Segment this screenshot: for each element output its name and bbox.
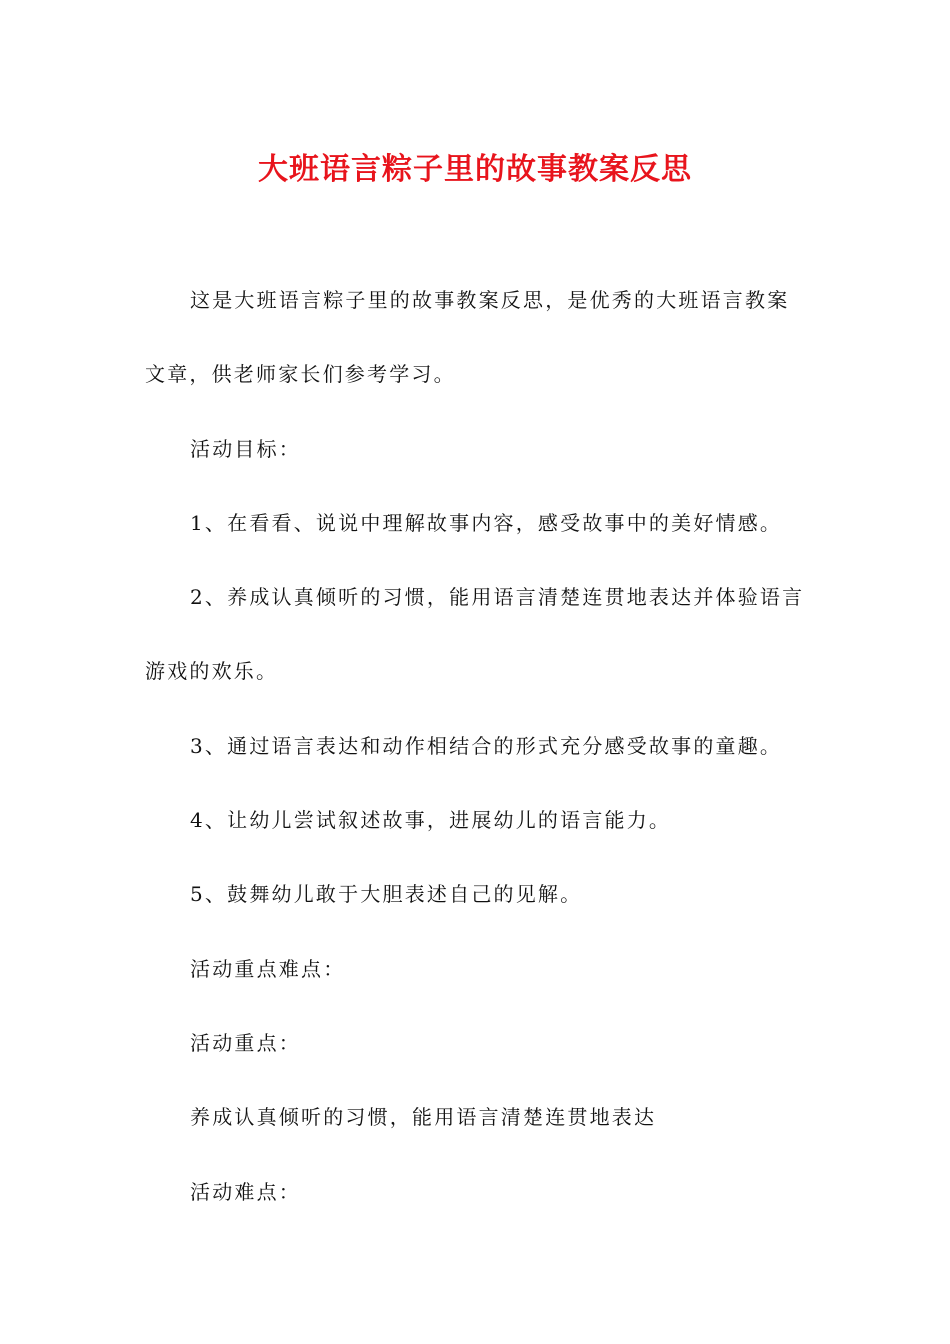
paragraph-line: 这是大班语言粽子里的故事教案反思，是优秀的大班语言教案 — [190, 288, 790, 312]
document-title: 大班语言粽子里的故事教案反思 — [258, 152, 692, 187]
subsection-heading: 活动重点： — [190, 1030, 301, 1055]
subsection-heading: 活动难点： — [190, 1179, 301, 1204]
list-item: 5、鼓舞幼儿敢于大胆表述自己的见解。 — [190, 882, 583, 907]
list-item-continuation: 游戏的欢乐。 — [145, 659, 279, 684]
paragraph-line: 养成认真倾听的习惯，能用语言清楚连贯地表达 — [190, 1105, 657, 1130]
list-item: 4、让幼儿尝试叙述故事，进展幼儿的语言能力。 — [190, 808, 672, 833]
paragraph-line: 文章，供老师家长们参考学习。 — [145, 362, 456, 387]
list-item: 3、通过语言表达和动作相结合的形式充分感受故事的童趣。 — [190, 733, 783, 758]
list-item: 2、养成认真倾听的习惯，能用语言清楚连贯地表达并体验语言 — [190, 585, 805, 610]
document-body — [145, 280, 810, 1246]
section-heading: 活动重点难点： — [190, 956, 346, 981]
section-heading: 活动目标： — [190, 436, 301, 461]
list-item: 1、在看看、说说中理解故事内容，感受故事中的美好情感。 — [190, 510, 783, 535]
